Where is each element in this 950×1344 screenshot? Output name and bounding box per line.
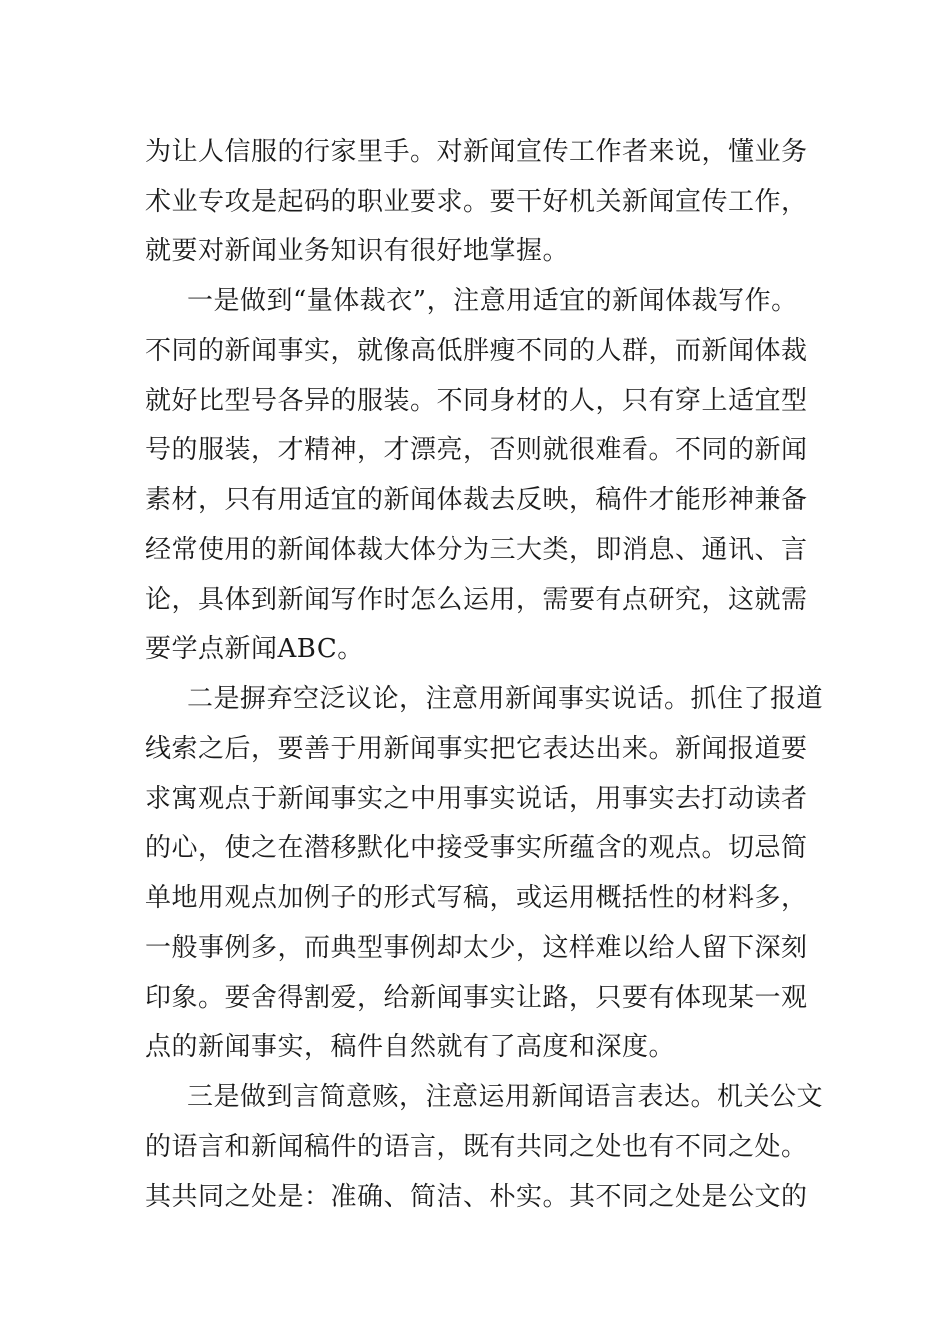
text-line: 就好比型号各异的服装。不同身材的人，只有穿上适宜型 [145, 386, 808, 416]
text-line: 素材，只有用适宜的新闻体裁去反映，稿件才能形神兼备 [145, 485, 808, 515]
text-line: 求寓观点于新闻事实之中用事实说话，用事实去打动读者 [145, 784, 808, 814]
paragraph-first-line: 三是做到言简意赅，注意运用新闻语言表达。机关公文 [187, 1082, 824, 1112]
text-line: 术业专攻是起码的职业要求。要干好机关新闻宣传工作， [145, 187, 808, 217]
text-line: 不同的新闻事实，就像高低胖瘦不同的人群，而新闻体裁 [145, 336, 808, 366]
paragraph-first-line: 二是摒弃空泛议论，注意用新闻事实说话。抓住了报道 [187, 684, 824, 714]
text-line: 的语言和新闻稿件的语言，既有共同之处也有不同之处。 [145, 1132, 808, 1162]
text-line: 号的服装，才精神，才漂亮，否则就很难看。不同的新闻 [145, 435, 808, 465]
text-line: 的心，使之在潜移默化中接受事实所蕴含的观点。切忌简 [145, 833, 808, 863]
text-line: 为让人信服的行家里手。对新闻宣传工作者来说，懂业务 [145, 137, 808, 167]
text-line: 线索之后，要善于用新闻事实把它表达出来。新闻报道要 [145, 734, 808, 764]
text-line: 论，具体到新闻写作时怎么运用，需要有点研究，这就需 [145, 585, 808, 615]
text-line: 一般事例多，而典型事例却太少，这样难以给人留下深刻 [145, 933, 808, 963]
text-line: 要学点新闻ABC。 [145, 634, 364, 664]
text-line: 点的新闻事实，稿件自然就有了高度和深度。 [145, 1032, 676, 1062]
text-line: 单地用观点加例子的形式写稿，或运用概括性的材料多， [145, 883, 808, 913]
text-line: 经常使用的新闻体裁大体分为三大类，即消息、通讯、言 [145, 535, 808, 565]
paragraph-first-line: 一是做到“量体裁衣”，注意用适宜的新闻体裁写作。 [187, 286, 798, 316]
text-line: 其共同之处是：准确、简洁、朴实。其不同之处是公文的 [145, 1182, 808, 1212]
text-line: 印象。要舍得割爱，给新闻事实让路，只要有体现某一观 [145, 983, 808, 1013]
text-line: 就要对新闻业务知识有很好地掌握。 [145, 236, 570, 266]
